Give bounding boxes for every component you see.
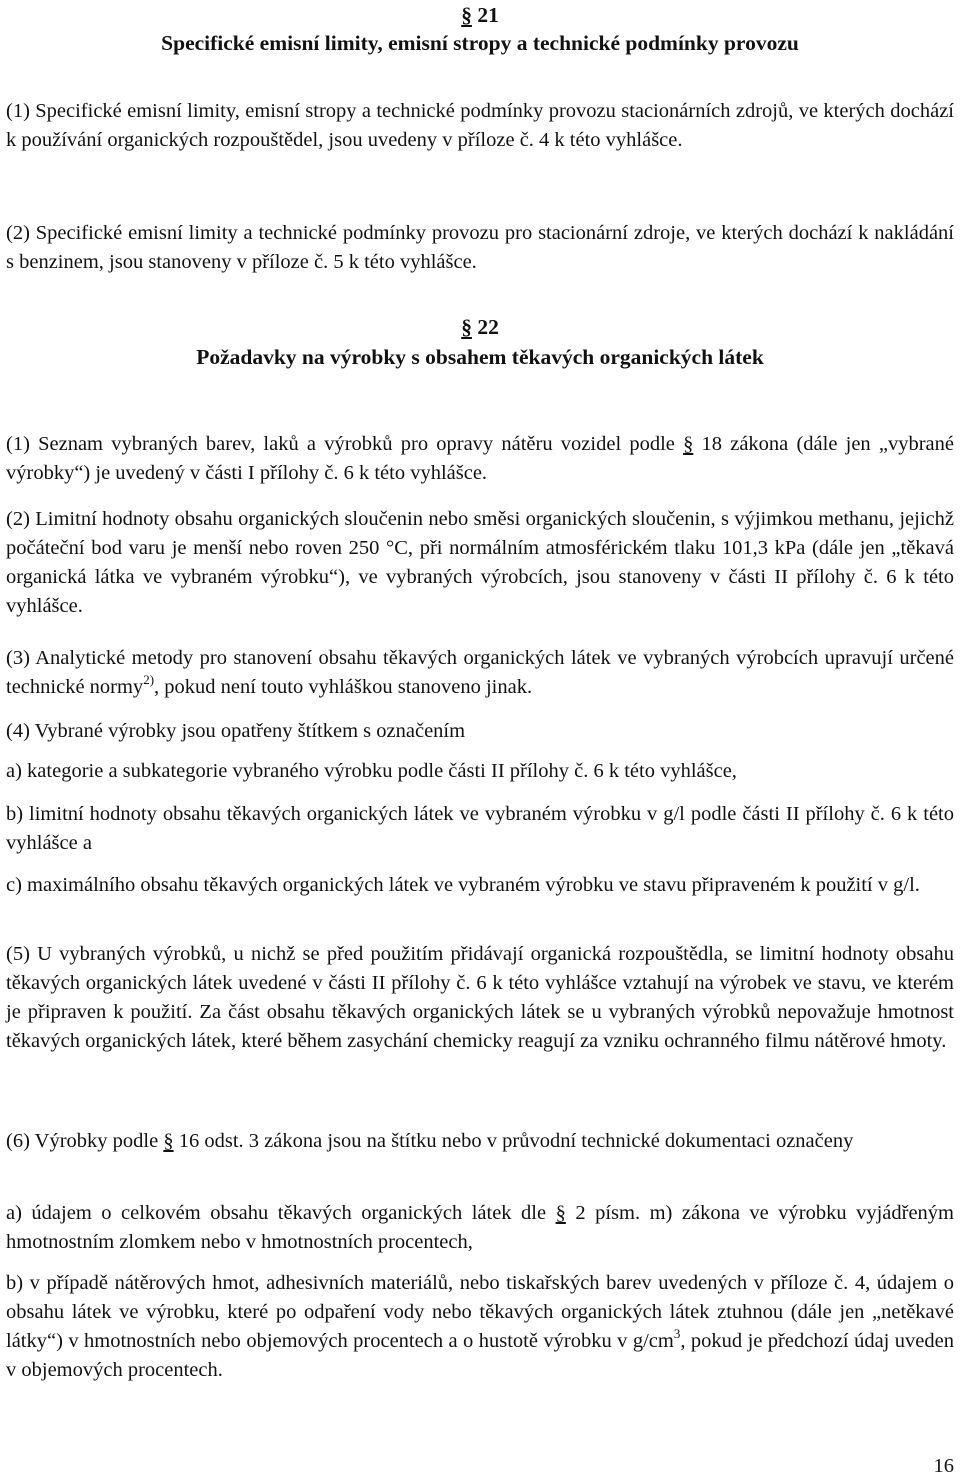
section-22-number (0, 312, 960, 342)
section-symbol: § (461, 3, 472, 27)
section-number: 21 (477, 3, 499, 27)
text: 18 zákona (dále jen „vybrané výrobky“) je uvedený v části I přílohy č. 6 k této vyhlášce. (6, 433, 954, 484)
section-symbol: § (683, 433, 694, 455)
text: , pokud není touto vyhláškou stanoveno jinak. (154, 676, 533, 698)
footnote-reference: 2) (143, 672, 155, 687)
section-symbol: § (461, 315, 472, 339)
section-21-title: Specifické emisní limity, emisní stropy a technické podmínky provozu (161, 31, 799, 55)
section-number: 22 (477, 315, 499, 339)
section-22-paragraph-3 (6, 644, 954, 702)
section-22-paragraph-4: (4) Vybrané výrobky jsou opatřeny štítkem s označením (6, 720, 466, 742)
section-symbol: § (555, 1202, 566, 1224)
section-22-paragraph-1 (6, 430, 954, 488)
superscript: 3 (673, 1326, 681, 1341)
text: , pokud je předchozí údaj uveden v objemových procentech. (6, 1330, 954, 1381)
text: (3) Analytické metody pro stanovení obsahu těkavých organických látek ve vybraných výrobcích upravují určené technické normy (6, 647, 954, 698)
paragraph-6-item-b (6, 1269, 954, 1385)
section-22-paragraph-6 (6, 1127, 954, 1156)
text: (1) Seznam vybraných barev, laků a výrobků pro opravy nátěru vozidel podle (6, 433, 684, 455)
text: a) údajem o celkovém obsahu těkavých organických látek dle (6, 1202, 556, 1224)
section-22-paragraph-2: (2) Limitní hodnoty obsahu organických sloučenin nebo směsi organických sloučenin, s výjimkou methanu, jejichž počáteční bod varu je menší nebo roven 250 °C, při normálním atmosférickém tlaku 101,3 kPa (dále jen „těkavá organická látka ve vybraném výrobku“), ve vybraných výrobcích, jsou stanoveny v části II přílohy č. 6 k této vyhlášce. (6, 508, 954, 617)
paragraph-4-item-a: a) kategorie a subkategorie vybraného výrobku podle části II přílohy č. 6 k této vyhlášce, (6, 760, 737, 782)
text: (6) Výrobky podle (6, 1130, 164, 1152)
section-22-paragraph-5: (5) U vybraných výrobků, u nichž se před použitím přidávají organická rozpouštědla, se limitní hodnoty obsahu těkavých organických látek uvedené v části II přílohy č. 6 k této vyhlášce vztahují na výrobek ve stavu, ve kterém je připraven k použití. Za část obsahu těkavých organických látek se u vybraných výrobků nepovažuje hmotnost těkavých organických látek, které během zasychání chemicky reagují za vzniku ochranného filmu nátěrové hmoty. (6, 943, 954, 1052)
text: 16 odst. 3 zákona jsou na štítku nebo v průvodní technické dokumentaci označeny (173, 1130, 854, 1152)
text: 2 písm. m) zákona ve výrobku vyjádřeným hmotnostním zlomkem nebo v hmotnostních procentech, (6, 1202, 955, 1253)
paragraph-4-item-c: c) maximálního obsahu těkavých organických látek ve vybraném výrobku ve stavu připraveném k použití v g/l. (6, 874, 920, 896)
section-21-paragraph-2: (2) Specifické emisní limity a technické podmínky provozu pro stacionární zdroje, ve kterých dochází k nakládání s benzinem, jsou stanoveny v příloze č. 5 k této vyhlášce. (6, 222, 954, 273)
paragraph-4-item-b: b) limitní hodnoty obsahu těkavých organických látek ve vybraném výrobku v g/l podle části II přílohy č. 6 k této vyhlášce a (6, 803, 954, 854)
section-symbol: § (163, 1130, 174, 1152)
section-22-title: Požadavky na výrobky s obsahem těkavých organických látek (196, 345, 764, 369)
page-number: 16 (933, 1455, 954, 1477)
section-21-paragraph-1: (1) Specifické emisní limity, emisní stropy a technické podmínky provozu stacionárních zdrojů, ve kterých dochází k používání organických rozpouštědel, jsou uvedeny v příloze č. 4 k této vyhlášce. (6, 100, 954, 151)
section-21-number (0, 0, 960, 30)
text: b) v případě nátěrových hmot, adhesivních materiálů, nebo tiskařských barev uvedených v příloze č. 4, údajem o obsahu látek ve výrobku, které po odpaření vody nebo těkavých organických látek ztuhnou (dále jen „netěkavé látky“) v hmotnostních nebo objemových procentech a o hustotě výrobku v g/cm (6, 1272, 954, 1352)
paragraph-6-item-a (6, 1199, 954, 1257)
